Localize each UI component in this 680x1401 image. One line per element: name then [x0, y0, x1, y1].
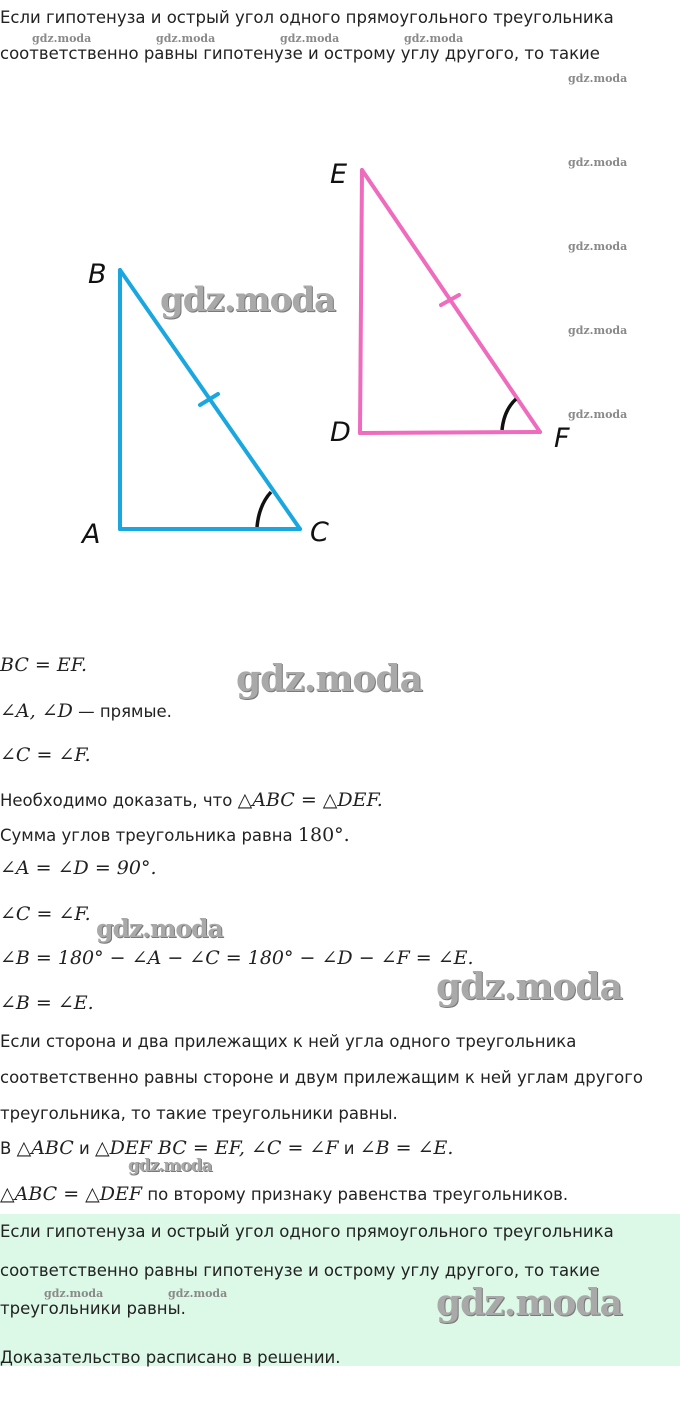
solution-line-5: ∠B = ∠E.: [0, 992, 94, 1014]
watermark-small: gdz.moda: [280, 32, 340, 45]
label-b: B: [88, 259, 107, 290]
solution-line-6: Если сторона и два прилежащих к ней угла одного треугольника: [0, 1032, 577, 1051]
given-angles: ∠A, ∠D: [0, 700, 73, 722]
watermark-small: gdz.moda: [568, 240, 628, 253]
solution-math: ∠B = ∠E.: [359, 1137, 454, 1159]
watermark-small: gdz.moda: [404, 32, 464, 45]
watermark-small: gdz.moda: [568, 72, 628, 85]
watermark-large: gdz.moda: [436, 966, 622, 1008]
watermark-small: gdz.moda: [568, 324, 628, 337]
label-e: E: [330, 159, 348, 190]
answer-line-3: треугольники равны.: [0, 1299, 186, 1318]
solution-math: △ABC: [16, 1137, 74, 1159]
solution-math: △DEF BC = EF, ∠C = ∠F: [94, 1137, 339, 1159]
given-line-3: ∠C = ∠F.: [0, 744, 91, 766]
given-line-2: [0, 701, 172, 722]
watermark-large: gdz.moda: [128, 1156, 212, 1176]
watermark-large: gdz.moda: [436, 1282, 622, 1324]
watermark-large: gdz.moda: [160, 280, 336, 320]
given-line-1: BC = EF.: [0, 654, 87, 676]
solution-text: и: [73, 1139, 95, 1158]
watermark-small: gdz.moda: [44, 1287, 104, 1300]
prove-text: Необходимо доказать, что: [0, 791, 238, 810]
watermark-small: gdz.moda: [568, 408, 628, 421]
intro-line-1: Если гипотенуза и острый угол одного прямоугольного треугольника: [0, 8, 614, 27]
watermark-small: gdz.moda: [156, 32, 216, 45]
label-a: A: [82, 519, 101, 550]
prove-math: △ABC = △DEF.: [237, 789, 383, 811]
solution-line-7: соответственно равны стороне и двум прилежащим к ней углам другого: [0, 1068, 643, 1087]
solution-math: △ABC = △DEF: [0, 1183, 143, 1205]
solution-line-10: [0, 1184, 568, 1205]
watermark-small: gdz.moda: [568, 156, 628, 169]
solution-line-1: [0, 825, 350, 846]
prove-line: [0, 790, 383, 811]
solution-line-4: ∠B = 180° − ∠A − ∠C = 180° − ∠D − ∠F = ∠E.: [0, 947, 474, 969]
side-df: [360, 432, 540, 433]
solution-line-8: треугольника, то такие треугольники равны.: [0, 1104, 398, 1123]
label-c: C: [310, 517, 329, 548]
watermark-large: gdz.moda: [96, 914, 223, 943]
angle-arc-f: [502, 399, 516, 430]
watermark-small: gdz.moda: [32, 32, 92, 45]
solution-text: по второму признаку равенства треугольников.: [142, 1185, 569, 1204]
solution-text: В: [0, 1139, 17, 1158]
solution-line-2: ∠A = ∠D = 90°.: [0, 857, 157, 879]
intro-line-2: соответственно равны гипотенузе и острому углу другого, то такие: [0, 44, 600, 63]
watermark-small: gdz.moda: [168, 1287, 228, 1300]
triangle-def: [360, 170, 540, 433]
solution-line-9: [0, 1138, 453, 1159]
solution-text: Сумма углов треугольника равна: [0, 826, 298, 845]
label-f: F: [554, 423, 570, 454]
answer-line-4: Доказательство расписано в решении.: [0, 1348, 341, 1367]
answer-line-2: соответственно равны гипотенузе и острому углу другого, то такие: [0, 1261, 600, 1280]
answer-line-1: Если гипотенуза и острый угол одного прямоугольного треугольника: [0, 1222, 614, 1241]
angle-arc-c: [257, 492, 271, 527]
watermark-large: gdz.moda: [236, 658, 422, 700]
label-d: D: [330, 417, 351, 448]
given-right-text: — прямые.: [72, 702, 172, 721]
side-de: [360, 170, 362, 433]
solution-line-3: ∠C = ∠F.: [0, 903, 91, 925]
solution-text: и: [338, 1139, 360, 1158]
triangles-figure: [0, 0, 680, 600]
solution-math: 180°.: [297, 824, 350, 846]
